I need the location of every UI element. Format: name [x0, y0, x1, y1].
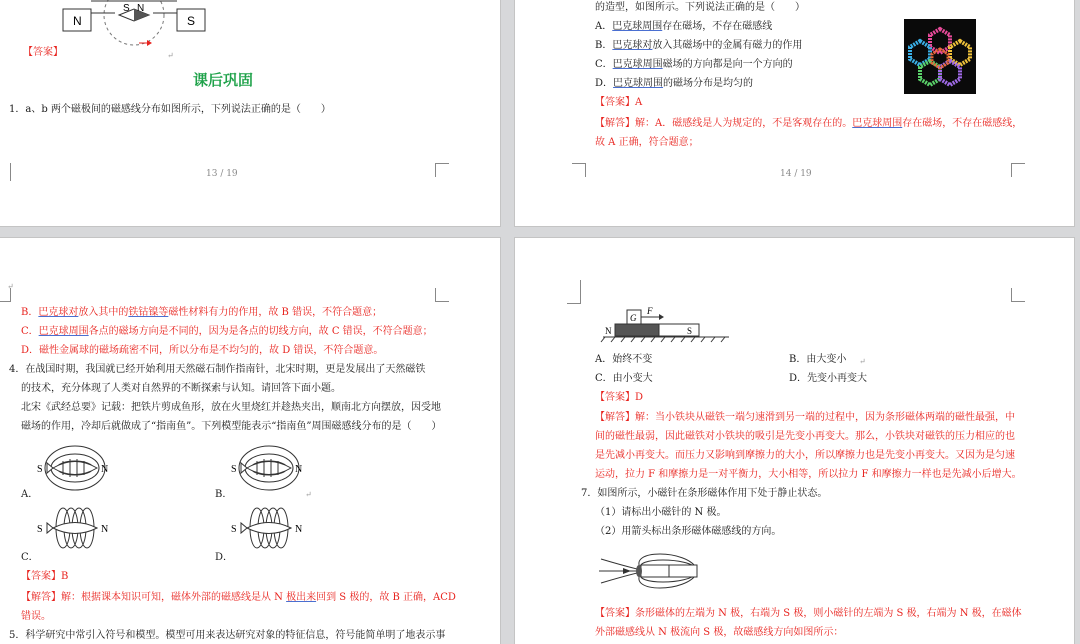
- option-b-label: B．: [215, 489, 233, 500]
- margin-mark: [572, 163, 586, 177]
- margin-mark: [435, 288, 449, 302]
- s-pole-label: S: [37, 464, 43, 475]
- analysis-c: [21, 325, 433, 339]
- option-d: D．先变小再变大: [789, 373, 868, 384]
- magnet-n-label: N: [73, 14, 82, 28]
- analysis-line-1: [595, 117, 1022, 131]
- option-c: [595, 58, 793, 72]
- answer: 【答案】B: [21, 571, 69, 582]
- analysis-line-3: 是先减小再变大。而压力又影响到摩擦力的大小，所以摩擦力也是先变小再变大。又因为是匀速: [595, 450, 1015, 461]
- question-4-line-3: 北宋《武经总要》记载：把铁片剪成鱼形，放在火里烧红并趁热夹出，顺南北方向摆放，因受地: [21, 402, 441, 413]
- fish-field-figure-a: [35, 441, 125, 501]
- option-text: 的磁场分布是均匀的: [663, 78, 754, 89]
- term-underlined: 巴克球对: [38, 307, 79, 318]
- option-prefix: A．: [595, 21, 613, 32]
- question-7-part-2: （2）用箭头标出条形磁体磁感线的方向。: [595, 526, 782, 537]
- option-d-label: D．: [215, 552, 234, 563]
- answer-line-2: 外部磁感线从 N 极流向 S 极，故磁感线方向如图所示：: [595, 627, 844, 638]
- analysis-text: 放入其中的: [78, 307, 129, 318]
- page-15: [0, 237, 501, 644]
- sliding-block-figure: [601, 308, 731, 353]
- needle-n-label: N: [137, 3, 145, 14]
- gravity-label: G: [630, 313, 637, 323]
- s-pole-label: S: [231, 464, 237, 475]
- page-16: [514, 237, 1075, 644]
- analysis-line-1: 【解答】解：当小铁块从磁铁一端匀速滑到另一端的过程中，因为条形磁体两端的磁性最强，中: [595, 412, 1015, 423]
- margin-mark: [567, 280, 581, 304]
- magnet-needle-figure: [49, 0, 209, 59]
- option-text: 磁场的方向都是向一个方向的: [662, 59, 793, 70]
- analysis-text: 存在磁场，不存在磁感线，: [902, 118, 1023, 129]
- page-number: 13 / 19: [206, 169, 238, 179]
- analysis-text: 【解答】解：根据课本知识可知，磁体外部的磁感线是从 N: [21, 592, 287, 603]
- answer-label: 【答案】: [23, 47, 63, 58]
- option-prefix: B．: [21, 307, 39, 318]
- analysis-line-1: [21, 591, 456, 605]
- analysis-d: D．磁性金属球的磁场疏密不同，所以分布是不均匀的，故 D 错误，不符合题意。: [21, 345, 384, 356]
- s-pole-label: S: [37, 524, 43, 535]
- margin-mark: [0, 288, 11, 302]
- needle-s-label: S: [123, 3, 130, 14]
- page-14: [514, 0, 1075, 227]
- term-underlined: 巴克球周围: [612, 21, 663, 32]
- option-prefix: C．: [595, 59, 613, 70]
- question-5: 5．科学研究中常引入符号和模型。模型可用来表达研究对象的特征信息，符号能简单明了地表示事: [9, 630, 446, 641]
- option-b: [595, 39, 802, 53]
- option-prefix: B．: [595, 40, 613, 51]
- return-mark: ↵: [305, 490, 312, 499]
- term-underlined: 巴克球周围: [852, 118, 903, 129]
- buckyball-image: [904, 19, 976, 94]
- analysis-line-2: 故 A 正确，符合题意；: [595, 137, 699, 148]
- option-a: A．始终不变: [595, 354, 653, 365]
- n-pole-label: N: [295, 464, 303, 475]
- n-pole-label: N: [101, 464, 109, 475]
- term-underlined: 巴克球周围: [612, 59, 663, 70]
- option-d: [595, 77, 753, 91]
- term-underlined: 巴克球周围: [613, 78, 664, 89]
- return-mark: ↵: [7, 282, 14, 291]
- analysis-line-2: 错误。: [21, 611, 51, 622]
- option-text: 放入其磁场中的金属有磁力的作用: [652, 40, 803, 51]
- term-underlined: 极出来: [286, 592, 317, 603]
- fish-field-figure-d: [229, 501, 319, 561]
- fish-field-figure-c: [35, 501, 125, 561]
- magnet-s-label: S: [187, 14, 196, 28]
- n-pole-label: N: [295, 524, 303, 535]
- hexagon-pattern: [904, 19, 976, 94]
- option-c-label: C．: [21, 552, 39, 563]
- question-intro: 的造型，如图所示。下列说法正确的是（ ）: [595, 2, 805, 13]
- question-4-line-2: 的技术，充分体现了人类对自然界的不断探索与认知。请回答下面小题。: [21, 383, 341, 394]
- page-number: 14 / 19: [780, 169, 812, 179]
- answer-line-1: 【答案】条形磁体的左端为 N 极，右端为 S 极，则小磁针的左端为 S 极，右端为 N 极，在磁体: [595, 608, 1022, 619]
- answer: 【答案】D: [595, 392, 644, 403]
- bar-magnet-field-figure: [597, 547, 717, 599]
- analysis-b: [21, 306, 382, 320]
- analysis-text: 各点的磁场方向是不同的，因为是各点的切线方向，故 C 错误，不符合题意；: [88, 326, 433, 337]
- option-text: 存在磁场，不存在磁感线: [662, 21, 773, 32]
- return-mark: ↵: [859, 357, 866, 366]
- n-pole-label: N: [101, 524, 109, 535]
- analysis-line-2: 间的磁性最弱，因此磁铁对小铁块的吸引是先变小再变大。那么，小铁块对磁铁的压力相应的也: [595, 431, 1015, 442]
- option-a-label: A．: [21, 489, 39, 500]
- question-4-line-4: 磁场的作用，冷却后就做成了“指南鱼”。下列模型能表示“指南鱼”周围磁感线分布的是（ ）: [21, 421, 442, 432]
- option-a: [595, 20, 772, 34]
- answer: 【答案】A: [595, 97, 643, 108]
- question-7-part-1: （1）请标出小磁针的 N 极。: [595, 507, 727, 518]
- margin-mark: [435, 163, 449, 177]
- question-7: 7．如图所示，小磁针在条形磁体作用下处于静止状态。: [581, 488, 828, 499]
- analysis-text: 回到 S 极的，故 B 正确，ACD: [316, 592, 456, 603]
- analysis-line-4: 运动，拉力 F 和摩擦力是一对平衡力，大小相等，所以拉力 F 和摩擦力一样也是先减小后增大。: [595, 469, 1022, 480]
- term-underlined: 巴克球对: [612, 40, 653, 51]
- option-c: C．由小变大: [595, 373, 653, 384]
- margin-mark: [1011, 288, 1025, 302]
- term-underlined: 巴克球周围: [38, 326, 89, 337]
- analysis-text: 【解答】解：A．磁感线是人为规定的，不是客观存在的。: [595, 118, 853, 129]
- term-underlined: 铁钴镍等: [128, 307, 169, 318]
- s-pole-label: S: [231, 524, 237, 535]
- magnet-n-label: N: [605, 326, 612, 336]
- section-title: 课后巩固: [193, 71, 254, 89]
- question-1: 1．a、b 两个磁极间的磁感线分布如图所示，下列说法正确的是（ ）: [9, 104, 331, 115]
- force-label: F: [647, 306, 653, 316]
- page-13: [0, 0, 501, 227]
- option-prefix: D．: [595, 78, 614, 89]
- margin-mark: [1011, 163, 1025, 177]
- option-b: B．由大变小: [789, 354, 847, 365]
- magnet-s-label: S: [687, 326, 693, 336]
- margin-mark: [0, 163, 11, 181]
- return-mark: ↵: [167, 51, 174, 60]
- question-4-line-1: 4．在战国时期，我国就已经开始利用天然磁石制作指南针，北宋时期，更是发展出了天然磁铁: [9, 364, 426, 375]
- option-prefix: C．: [21, 326, 39, 337]
- analysis-text: 磁性材料有力的作用，故 B 错误，不符合题意；: [168, 307, 383, 318]
